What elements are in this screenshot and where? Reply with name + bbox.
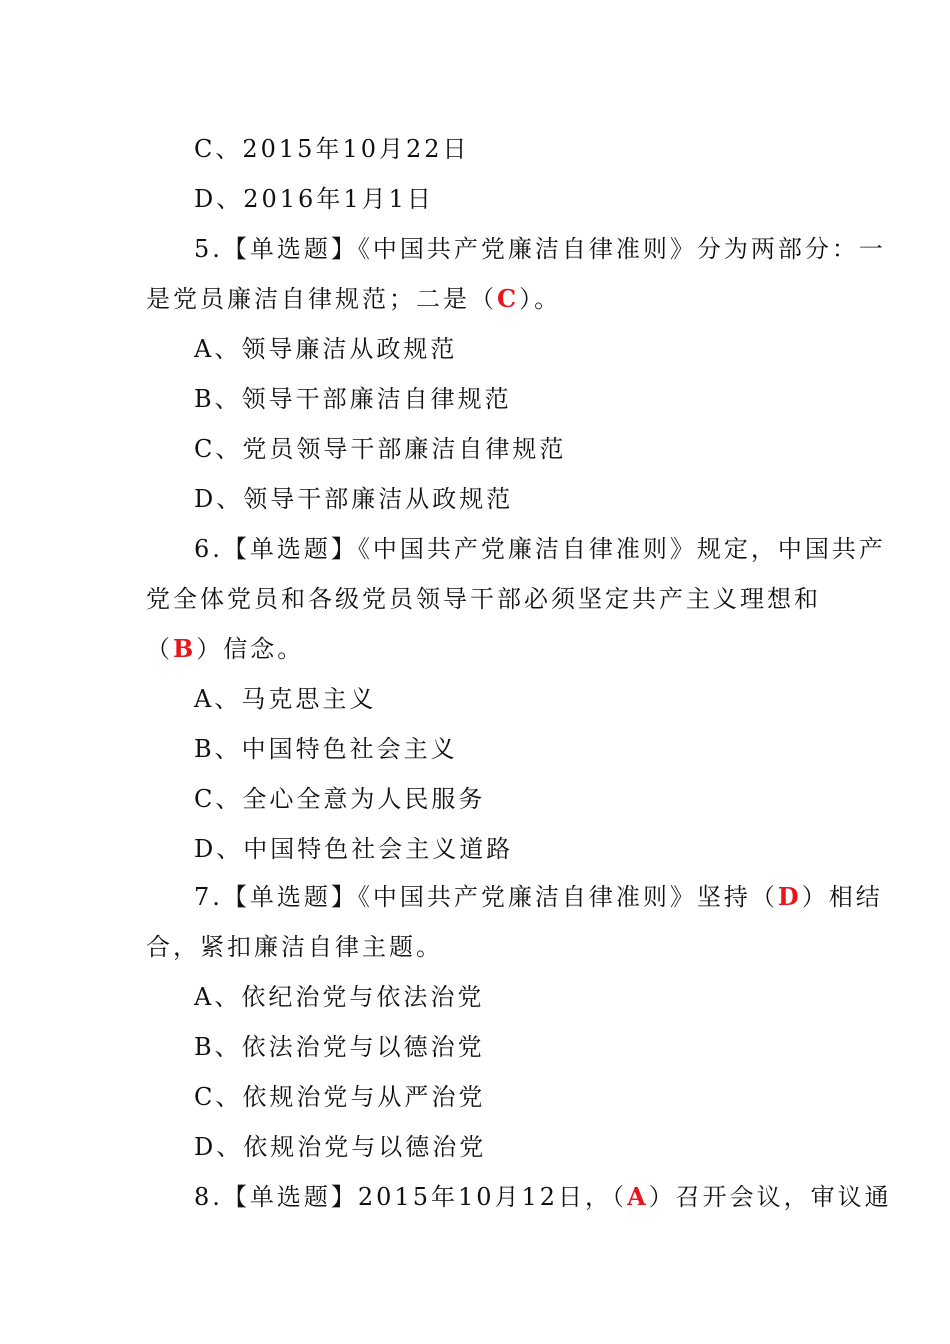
q7-stem-line1 [0, 882, 950, 912]
q6-stem-line3 [0, 634, 950, 664]
q7-option-c: C、依规治党与从严治党 [194, 1083, 486, 1111]
q6-stem-text-pre: （ [146, 635, 173, 663]
q6-option-b: B、中国特色社会主义 [194, 735, 458, 763]
q5-stem-text-post: ）。 [519, 285, 562, 313]
q7-option-d: D、依规治党与以德治党 [194, 1133, 487, 1161]
q7-answer: D [777, 882, 802, 911]
q6-answer: B [173, 634, 197, 663]
q8-stem-text-post: ）召开会议，审议通 [648, 1183, 892, 1211]
q5-option-c: C、党员领导干部廉洁自律规范 [194, 435, 567, 463]
q6-option-d: D、中国特色社会主义道路 [194, 835, 514, 863]
q5-answer: C [497, 284, 520, 313]
q5-option-d: D、领导干部廉洁从政规范 [194, 485, 514, 513]
q6-option-c: C、全心全意为人民服务 [194, 785, 486, 813]
q7-option-a: A、依纪治党与依法治党 [194, 983, 485, 1011]
q6-stem-line2: 党全体党员和各级党员领导干部必须坚定共产主义理想和 [146, 585, 821, 613]
q6-option-a: A、马克思主义 [194, 685, 377, 713]
q7-stem-text-post: ）相结 [801, 883, 883, 911]
q8-stem-line1 [0, 1182, 950, 1212]
q4-option-c: C、2015年10月22日 [194, 135, 470, 163]
q5-option-a: A、领导廉洁从政规范 [194, 335, 458, 363]
q8-stem-text-pre: 8.【单选题】2015年10月12日，（ [194, 1183, 628, 1211]
q4-option-d: D、2016年1月1日 [194, 185, 434, 213]
q8-answer: A [627, 1182, 649, 1211]
q6-stem-text-post: ）信念。 [196, 635, 305, 663]
q6-stem-line1: 6.【单选题】《中国共产党廉洁自律准则》规定，中国共产 [194, 535, 886, 563]
q5-stem-line1: 5.【单选题】《中国共产党廉洁自律准则》分为两部分：一 [194, 235, 886, 263]
q5-option-b: B、领导干部廉洁自律规范 [194, 385, 512, 413]
q5-stem-text-pre: 是党员廉洁自律规范；二是（ [146, 285, 497, 313]
q7-stem-line2: 合，紧扣廉洁自律主题。 [146, 933, 443, 961]
q7-option-b: B、依法治党与以德治党 [194, 1033, 485, 1061]
q7-stem-text-pre: 7.【单选题】《中国共产党廉洁自律准则》坚持（ [194, 883, 778, 911]
q5-stem-line2 [0, 284, 950, 314]
